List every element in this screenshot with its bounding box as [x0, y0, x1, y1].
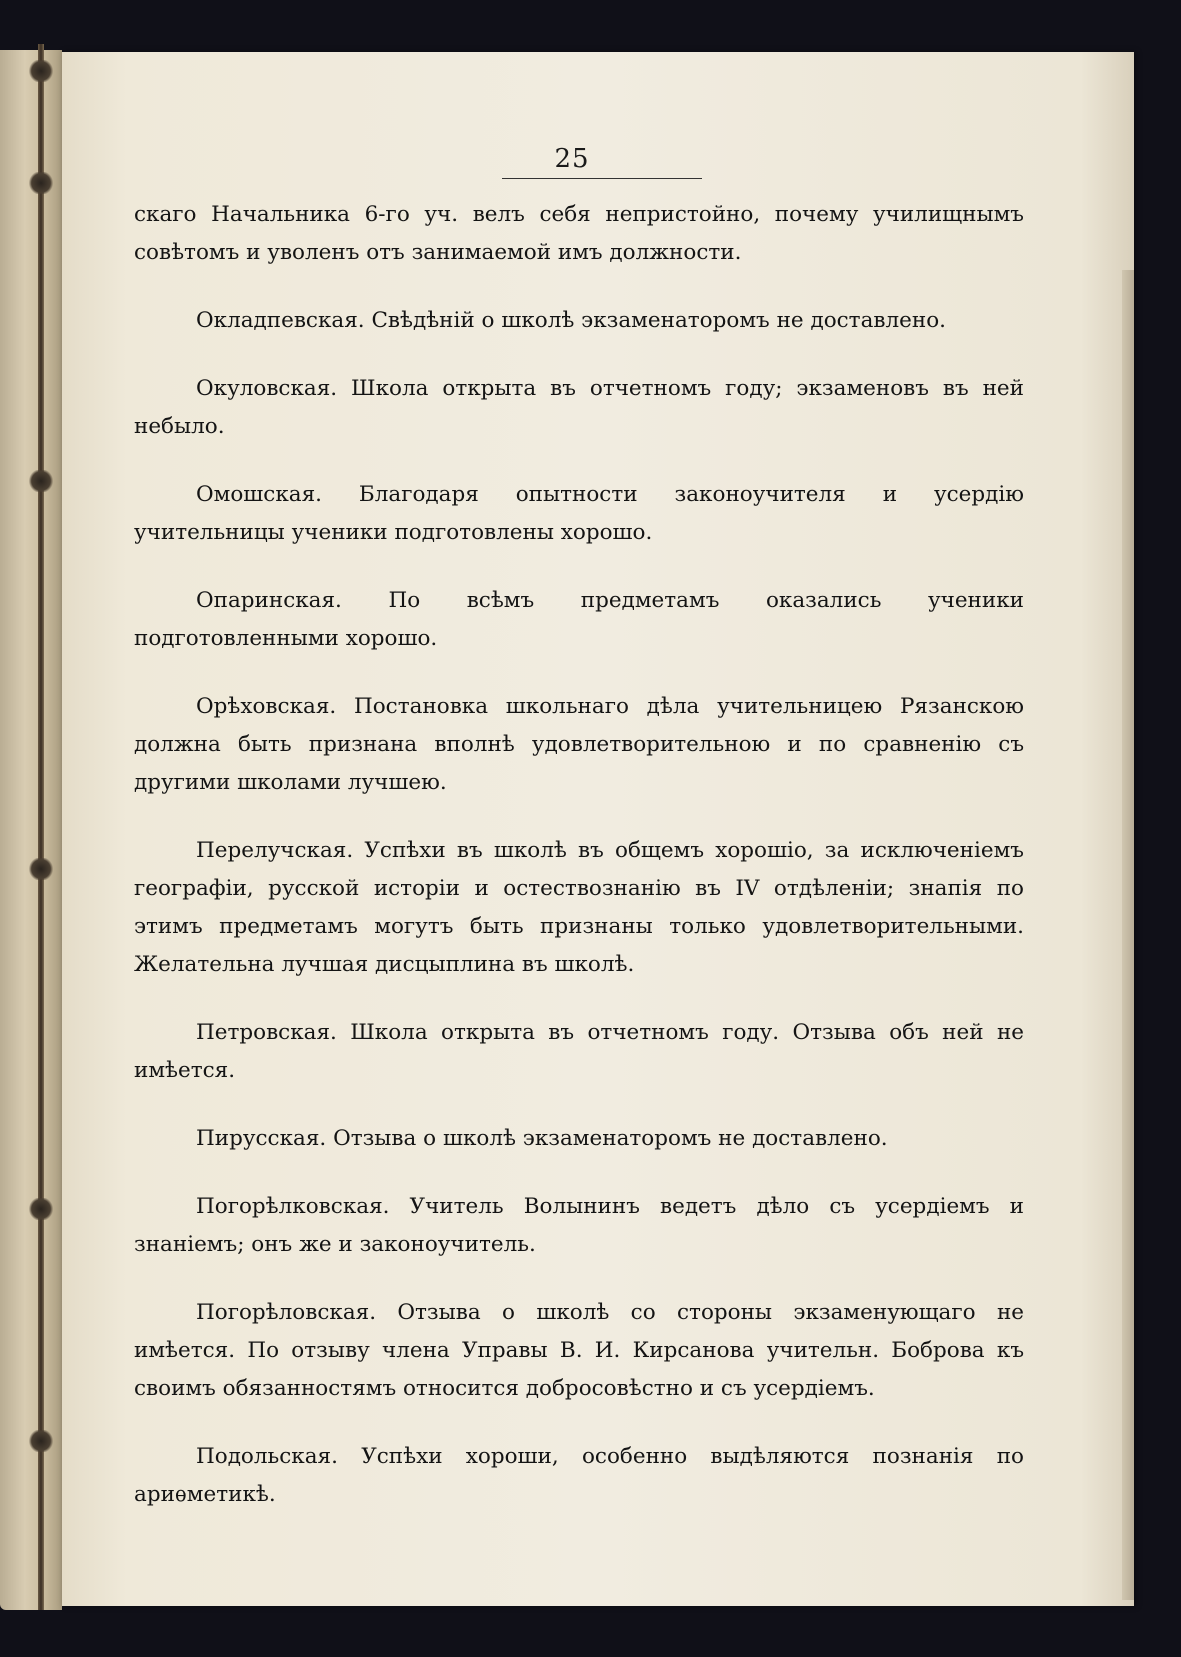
page-number-rule	[502, 178, 702, 179]
paragraph-petrovskaya: Петровская. Школа открыта въ отчетномъ году. Отзыва объ ней не имѣется.	[134, 1020, 1024, 1083]
paragraph-orekhovskaya: Орѣховская. Постановка школьнаго дѣла учительницею Рязанскою должна быть признана вполнѣ удовлетворительною и по сравненію съ другими школами лучшею.	[134, 694, 1024, 795]
paragraph-pogorelkovskaya: Погорѣлковская. Учитель Волынинъ ведетъ дѣло съ усердіемъ и знаніемъ; онъ же и законоучитель.	[134, 1194, 1024, 1257]
left-page-strip	[0, 50, 62, 1610]
paragraph-oparinskaya: Опаринская. По всѣмъ предметамъ оказались ученики подготовленными хорошо.	[134, 588, 1024, 651]
page-number: 25	[554, 144, 590, 174]
paragraph-pirusskaya: Пирусская. Отзыва о школѣ экзаменаторомъ не доставлено.	[196, 1126, 888, 1151]
paragraph-perelutchskaya: Перелучская. Успѣхи въ школѣ въ общемъ хорошіо, за исключеніемъ географіи, русской исторіи и остествознанію въ IV отдѣленіи; знапія по этимъ предметамъ могутъ быть признаны только удовлетворительными. Желательна лучшая дисцыплина въ школѣ.	[134, 838, 1024, 977]
binding-stitch	[28, 60, 54, 82]
binding-stitch	[28, 858, 54, 880]
binding-stitch	[28, 470, 54, 492]
binding-stitch	[28, 1198, 54, 1220]
binding-stitch	[28, 172, 54, 194]
paragraph-pogorelovskaya: Погорѣловская. Отзыва о школѣ со стороны экзаменующаго не имѣется. По отзыву члена Управы В. И. Кирсанова учительн. Боброва къ своимъ обязанностямъ относится добросовѣстно и съ усердіемъ.	[134, 1300, 1024, 1401]
page-body	[134, 196, 1024, 1544]
binding-stitch	[28, 1430, 54, 1452]
paragraph-okladnevskaya: Окладпевская. Свѣдѣній о школѣ экзаменаторомъ не доставлено.	[196, 308, 946, 333]
page-edge	[1122, 270, 1134, 1600]
binding-thread	[38, 44, 44, 1610]
paragraph-continuation: скаго Начальника 6-го уч. велъ себя непристойно, почему училищнымъ совѣтомъ и уволенъ отъ занимаемой имъ должности.	[134, 202, 1024, 265]
paragraph-omoshskaya: Омошская. Благодаря опытности законоучителя и усердію учительницы ученики подготовлены хорошо.	[134, 482, 1024, 545]
book-page	[62, 52, 1134, 1606]
paragraph-podolskaya: Подольская. Успѣхи хороши, особенно выдѣляются познанія по ариѳметикѣ.	[134, 1444, 1024, 1507]
paragraph-okulovskaya: Окуловская. Школа открыта въ отчетномъ году; экзаменовъ въ ней небыло.	[134, 376, 1024, 439]
